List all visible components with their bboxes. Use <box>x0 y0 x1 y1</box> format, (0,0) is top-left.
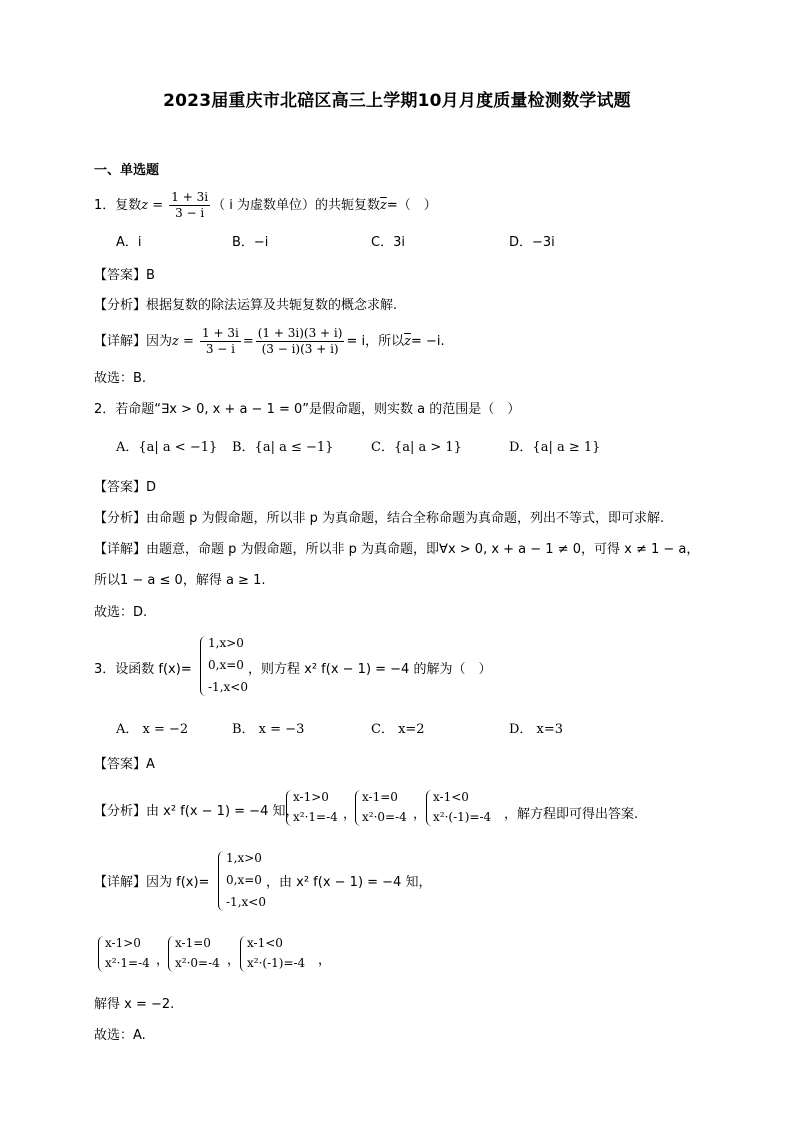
q1-d-zbar: $\overline{z}$ <box>404 334 411 349</box>
q1-fraction <box>169 190 210 221</box>
q3-analysis-post: ，解方程即可得出答案. <box>504 807 639 822</box>
q3-stem-post: ，则方程 x² f(x − 1) = −4 的解为（ ） <box>248 662 492 677</box>
q3-sys3-row2: x²·(-1)=-4 <box>433 810 492 824</box>
question-2-stem: 2．若命题“∃x > 0, x + a − 1 = 0”是假命题，则实数 a 的范围是（ ） <box>94 402 521 417</box>
q3-choice: 故选：A. <box>94 1028 146 1043</box>
q1-option-d: D．−3i <box>509 235 555 250</box>
q3-option-a: A． x = −2 <box>116 722 189 737</box>
q1-zbar: $\overline{z}$ <box>379 198 387 213</box>
q1-option-c: C．3i <box>371 235 405 250</box>
q2-detail-text: 由题意，命题 p 为假命题，所以非 p 为真命题，即∀x > 0, x + a − 1 ≠ 0，可得 x ≠ 1 − a， <box>146 542 700 557</box>
question-1-stem <box>94 190 437 222</box>
page-title: 2023届重庆市北碚区高三上学期10月月度质量检测数学试题 <box>163 91 631 111</box>
q1-choice: 故选：B. <box>94 371 147 386</box>
q3-detail-system-2 <box>168 936 232 976</box>
q1-stem-mid: （ i 为虚数单位）的共轭复数 <box>212 198 380 213</box>
q2-option-b: B．{a| a ≤ −1} <box>232 440 334 455</box>
q3-solve: 解得 x = −2. <box>94 997 175 1012</box>
q1-d-res: = i，所以 <box>346 334 405 349</box>
q3-system-1 <box>286 790 350 830</box>
q1-option-b: B．−i <box>232 235 269 250</box>
detail-tag: 【详解】 <box>94 334 147 349</box>
q3-sys3-brace <box>426 790 432 826</box>
q1-d-eq: = <box>242 334 254 349</box>
q3-option-b: B． x = −3 <box>232 722 305 737</box>
q3-system-3 <box>426 790 510 830</box>
q3-dsys1-brace <box>98 936 104 972</box>
q1-z-eq: z = <box>141 198 164 213</box>
q2-answer: 【答案】D <box>94 480 157 495</box>
q3-sys1-row1: x-1>0 <box>293 790 329 804</box>
q3-detail <box>94 873 209 893</box>
q1-d-f2-den: (3 − i)(3 + i) <box>261 342 339 356</box>
q3-detail-pre: 因为 f(x)= <box>146 875 210 890</box>
q3-dsys3-row1: x-1<0 <box>247 936 283 950</box>
q3-dsys3-brace <box>240 936 246 972</box>
q1-detail-frac2 <box>256 326 345 357</box>
q1-detail-z: z = <box>172 334 194 349</box>
q3-sys3-row1: x-1<0 <box>433 790 469 804</box>
q1-d-f1-den: 3 − i <box>205 342 236 356</box>
q3-sys1-brace <box>286 790 292 826</box>
q3-brace-line <box>200 636 207 696</box>
q3-dsys1-row2: x²·1=-4 <box>105 956 150 970</box>
q1-stem-end: =（ ） <box>386 198 437 213</box>
q3-analysis-pre: 由 x² f(x − 1) = −4 知， <box>146 804 299 819</box>
q3-dsys2-brace <box>168 936 174 972</box>
q3-option-c: C． x=2 <box>371 722 425 737</box>
q3-detail-case-1: 1,x>0 <box>226 851 262 865</box>
q1-detail-frac1 <box>200 326 241 357</box>
q2-detail <box>94 540 699 560</box>
analysis-tag: 【分析】 <box>94 298 147 313</box>
q3-detail-brace <box>218 851 225 911</box>
q2-analysis-text: 由命题 p 为假命题，所以非 p 为真命题，结合全称命题为真命题，列出不等式，即可求解. <box>146 511 665 526</box>
section-heading: 一、单选题 <box>94 163 160 178</box>
q3-sep-2: ， <box>413 807 427 822</box>
q3-sep-1: ， <box>343 807 357 822</box>
q1-analysis-text: 根据复数的除法运算及共轭复数的概念求解. <box>146 298 398 313</box>
q2-option-c: C．{a| a > 1} <box>371 440 462 455</box>
q1-frac-num: 1 + 3i <box>171 190 209 204</box>
q1-d-end: = −i. <box>410 334 445 349</box>
q3-case-2: 0,x=0 <box>208 658 244 672</box>
q3-detail-case-2: 0,x=0 <box>226 873 262 887</box>
analysis-tag: 【分析】 <box>94 804 147 819</box>
q3-sys1-row2: x²·1=-4 <box>293 810 338 824</box>
q3-detail-system-1 <box>98 936 162 976</box>
q1-option-a: A．i <box>116 235 142 250</box>
q3-case-1: 1,x>0 <box>208 636 244 650</box>
q1-detail <box>94 326 445 358</box>
q3-dsep-1: ， <box>156 953 170 968</box>
q3-answer: 【答案】A <box>94 757 155 772</box>
q1-answer: 【答案】B <box>94 268 155 283</box>
q3-detail-system-3 <box>240 936 324 976</box>
q3-case-3: -1,x<0 <box>208 680 248 694</box>
q1-analysis <box>94 296 397 316</box>
q3-dsys3-row2: x²·(-1)=-4 <box>247 956 306 970</box>
q3-option-d: D． x=3 <box>509 722 564 737</box>
analysis-tag: 【分析】 <box>94 511 147 526</box>
q2-option-a: A．{a| a < −1} <box>116 440 218 455</box>
detail-tag: 【详解】 <box>94 542 147 557</box>
q1-detail-pre: 因为 <box>146 334 173 349</box>
detail-tag: 【详解】 <box>94 875 147 890</box>
q3-sys2-brace <box>355 790 361 826</box>
q2-detail-2: 所以1 − a ≤ 0，解得 a ≥ 1. <box>94 573 266 588</box>
q1-d-f1-num: 1 + 3i <box>202 326 239 340</box>
q3-sys2-row1: x-1=0 <box>362 790 398 804</box>
q3-dsys1-row1: x-1>0 <box>105 936 141 950</box>
q2-analysis <box>94 509 664 529</box>
q2-choice: 故选：D. <box>94 605 148 620</box>
q3-detail-post: ，由 x² f(x − 1) = −4 知， <box>266 875 432 890</box>
q3-analysis <box>94 802 298 822</box>
q3-detail-case-3: -1,x<0 <box>226 895 266 909</box>
q3-sys2-row2: x²·0=-4 <box>362 810 407 824</box>
q3-dsys2-row2: x²·0=-4 <box>175 956 220 970</box>
q3-system-2 <box>355 790 419 830</box>
q3-dsep-3: ， <box>318 953 332 968</box>
q3-dsys2-row1: x-1=0 <box>175 936 211 950</box>
q1-frac-den: 3 − i <box>175 206 205 220</box>
q3-stem-pre: 3．设函数 f(x)= <box>94 662 192 677</box>
q2-option-d: D．{a| a ≥ 1} <box>509 440 601 455</box>
q3-dsep-2: ， <box>227 953 241 968</box>
q1-d-f2-num: (1 + 3i)(3 + i) <box>257 326 343 340</box>
q1-stem-pre: 1．复数 <box>94 198 142 213</box>
